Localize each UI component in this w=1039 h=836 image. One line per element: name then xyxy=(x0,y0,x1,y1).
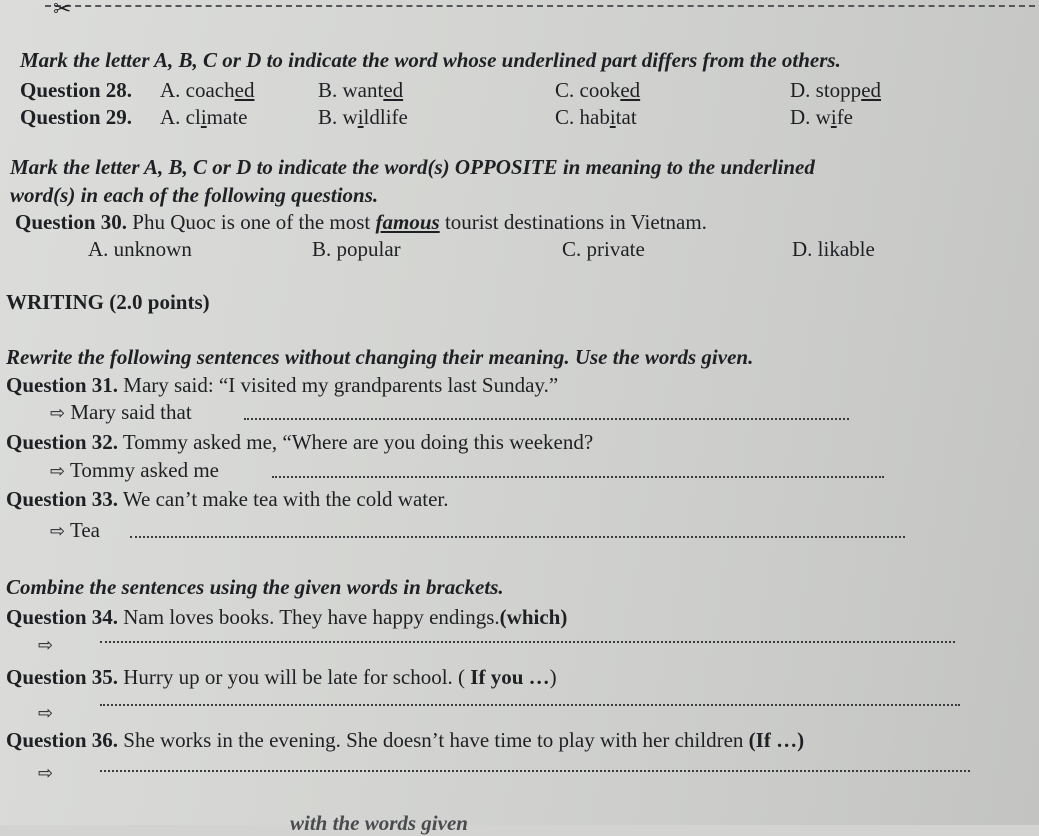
arrow-icon: ⇨ xyxy=(38,763,54,784)
question-32: Question 32. Tommy asked me, “Where are you doing this weekend? xyxy=(6,430,594,454)
section2-instruction-line1: Mark the letter A, B, C or D to indicate the word(s) OPPOSITE in meaning to the underlined xyxy=(10,155,815,179)
question-33: Question 33. We can’t make tea with the cold water. xyxy=(6,487,449,511)
q29-option-c[interactable]: C. habitat xyxy=(555,105,637,129)
section2-instruction-line2: word(s) in each of the following questions. xyxy=(10,183,379,207)
question-34: Question 34. Nam loves books. They have happy endings.(which) xyxy=(6,605,568,629)
q35-answer-start xyxy=(38,700,53,725)
q32-answer-start: ⇨ Tommy asked me xyxy=(50,458,219,482)
arrow-icon: ⇨ xyxy=(50,403,66,424)
q29-option-d[interactable]: D. wife xyxy=(790,105,854,129)
q36-answer-line[interactable] xyxy=(100,770,970,772)
arrow-icon: ⇨ xyxy=(50,461,66,482)
section1-instruction: Mark the letter A, B, C or D to indicate the word whose underlined part differs from the others. xyxy=(20,48,841,72)
q35-answer-line[interactable] xyxy=(100,704,960,706)
q32-answer-line[interactable] xyxy=(272,476,884,478)
scissors-icon: ✂ xyxy=(53,0,72,22)
underlined-word: famous xyxy=(375,210,440,234)
q28-option-b[interactable]: B. wanted xyxy=(318,78,404,102)
combine-instruction: Combine the sentences using the given words in brackets. xyxy=(6,575,504,599)
question-28 xyxy=(20,78,132,103)
q34-answer-line[interactable] xyxy=(100,641,955,643)
question-35: Question 35. Hurry up or you will be late for school. ( If you …) xyxy=(6,665,557,689)
q33-answer-start: ⇨ Tea xyxy=(50,518,100,542)
q29-option-b[interactable]: B. wildlife xyxy=(318,105,408,129)
question-36: Question 36. She works in the evening. She doesn’t have time to play with her children (If …) xyxy=(6,728,805,752)
q30-option-a[interactable]: A. unknown xyxy=(88,237,192,261)
question-label: Question 29. xyxy=(20,105,133,129)
q31-answer-line[interactable] xyxy=(244,418,849,420)
q28-option-d[interactable]: D. stopped xyxy=(790,78,882,102)
writing-heading: WRITING (2.0 points) xyxy=(6,290,210,314)
arrow-icon: ⇨ xyxy=(50,521,66,542)
question-31: Question 31. Mary said: “I visited my grandparents last Sunday.” xyxy=(6,373,559,397)
q34-answer-start xyxy=(38,632,53,657)
q30-option-c[interactable]: C. private xyxy=(562,237,645,261)
rewrite-instruction: Rewrite the following sentences without changing their meaning. Use the words given. xyxy=(6,345,754,369)
q29-option-a[interactable]: A. climate xyxy=(160,105,248,129)
question-30: Question 30. Phu Quoc is one of the most famous tourist destinations in Vietnam. xyxy=(15,210,707,234)
q30-option-b[interactable]: B. popular xyxy=(312,237,401,261)
q31-answer-start: ⇨ Mary said that xyxy=(50,400,192,424)
q36-answer-start xyxy=(38,760,53,785)
question-label: Question 28. xyxy=(20,78,133,102)
arrow-icon: ⇨ xyxy=(38,703,54,724)
q28-option-a[interactable]: A. coached xyxy=(160,78,255,102)
cut-off-text: with the words given xyxy=(290,811,468,835)
question-29 xyxy=(20,105,132,130)
q30-option-d[interactable]: D. likable xyxy=(792,237,875,261)
cut-line xyxy=(45,0,1035,22)
q28-option-c[interactable]: C. cooked xyxy=(555,78,641,102)
arrow-icon: ⇨ xyxy=(38,635,54,656)
q33-answer-line[interactable] xyxy=(130,536,905,538)
